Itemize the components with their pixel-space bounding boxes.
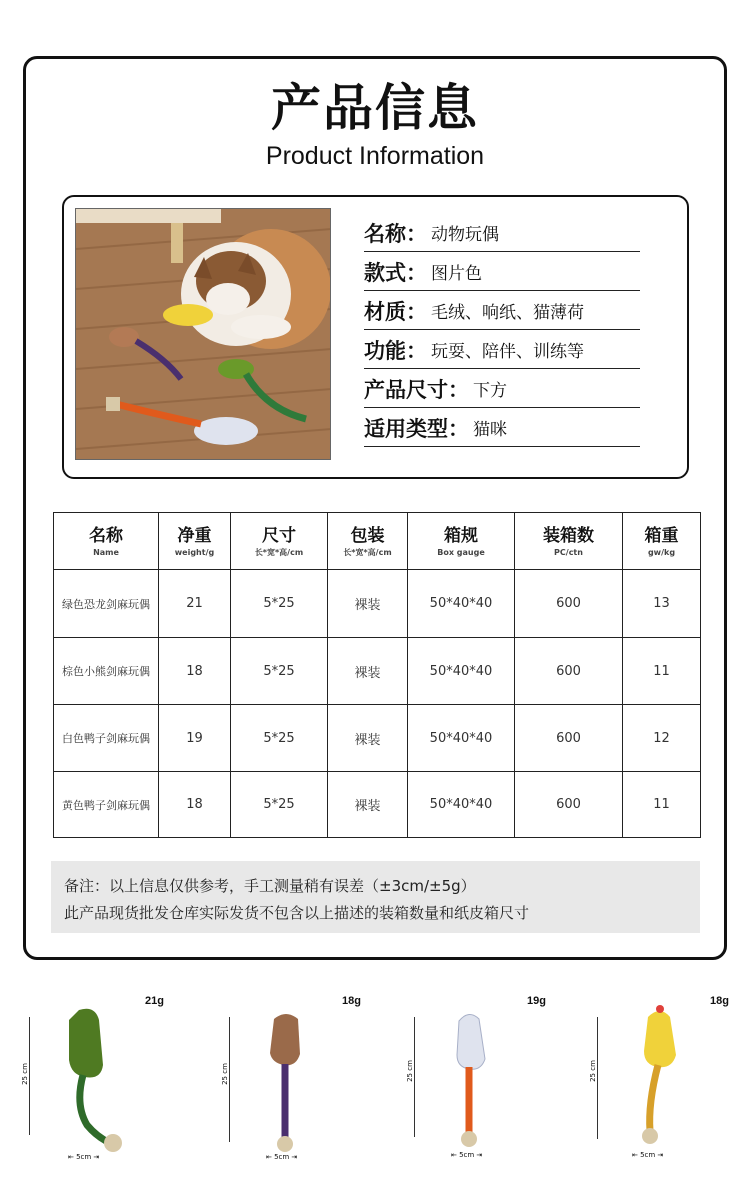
product-weight: 18g bbox=[342, 995, 361, 1007]
height-line bbox=[414, 1017, 415, 1137]
cell-package: 裸装 bbox=[328, 570, 408, 638]
table-header-row bbox=[54, 513, 701, 570]
info-key: 功能： bbox=[364, 338, 427, 363]
cell-package: 裸装 bbox=[328, 772, 408, 838]
cell-weight: 18 bbox=[159, 638, 231, 705]
info-row-material bbox=[364, 292, 640, 330]
product-weight: 19g bbox=[527, 995, 546, 1007]
header-package: 包装 长*宽*高/cm bbox=[328, 513, 408, 570]
info-value: 下方 bbox=[473, 381, 507, 401]
width-label: ⇤ 5cm ⇥ bbox=[632, 1151, 664, 1159]
note-line-2: 此产品现货批发仓库实际发货不包含以上描述的装箱数量和纸皮箱尺寸 bbox=[64, 904, 530, 922]
page-subtitle: Product Information bbox=[265, 142, 485, 170]
info-key: 产品尺寸： bbox=[364, 377, 469, 402]
cell-box-count: 600 bbox=[515, 772, 623, 838]
height-label: 25 cm bbox=[220, 1063, 229, 1085]
cell-box-weight: 13 bbox=[623, 570, 701, 638]
cell-box-gauge: 50*40*40 bbox=[408, 772, 515, 838]
height-label: 25 cm bbox=[20, 1063, 29, 1085]
bear-toy-icon bbox=[260, 1009, 360, 1164]
info-row-size bbox=[364, 370, 640, 408]
product-weight: 21g bbox=[145, 995, 164, 1007]
header-box-count: 装箱数 PC/ctn bbox=[515, 513, 623, 570]
page-title: 产品信息 bbox=[271, 79, 479, 137]
table-row bbox=[54, 570, 701, 638]
cell-package: 裸装 bbox=[328, 705, 408, 772]
cell-size: 5*25 bbox=[231, 570, 328, 638]
width-label: ⇤ 5cm ⇥ bbox=[451, 1151, 483, 1159]
dino-toy-icon bbox=[55, 1005, 175, 1155]
header-box-gauge: 箱规 Box gauge bbox=[408, 513, 515, 570]
cell-box-weight: 11 bbox=[623, 772, 701, 838]
cell-name: 绿色恐龙剑麻玩偶 bbox=[54, 570, 159, 638]
cell-box-gauge: 50*40*40 bbox=[408, 570, 515, 638]
info-key: 名称： bbox=[364, 221, 427, 246]
cell-size: 5*25 bbox=[231, 772, 328, 838]
info-row-style bbox=[364, 253, 640, 291]
yellow-duck-toy-icon bbox=[630, 1003, 730, 1158]
product-weight: 18g bbox=[710, 995, 729, 1007]
cell-box-gauge: 50*40*40 bbox=[408, 705, 515, 772]
cell-size: 5*25 bbox=[231, 638, 328, 705]
height-label: 25 cm bbox=[588, 1060, 597, 1082]
info-row-function bbox=[364, 331, 640, 369]
info-value: 毛绒、响纸、猫薄荷 bbox=[431, 303, 584, 323]
cell-box-weight: 12 bbox=[623, 705, 701, 772]
info-key: 材质： bbox=[364, 299, 427, 324]
table-row bbox=[54, 705, 701, 772]
cat-with-toys-illustration bbox=[76, 209, 331, 460]
header-name: 名称 Name bbox=[54, 513, 159, 570]
cell-weight: 18 bbox=[159, 772, 231, 838]
table-row bbox=[54, 638, 701, 705]
info-key: 款式： bbox=[364, 260, 427, 285]
cell-weight: 19 bbox=[159, 705, 231, 772]
info-value: 图片色 bbox=[431, 264, 482, 284]
cell-box-count: 600 bbox=[515, 705, 623, 772]
info-key: 适用类型： bbox=[364, 416, 469, 441]
height-label: 25 cm bbox=[405, 1060, 414, 1082]
cell-box-count: 600 bbox=[515, 638, 623, 705]
product-white-duck-diagram bbox=[395, 995, 565, 1170]
note-line-1: 备注：以上信息仅供参考，手工测量稍有误差（±3cm/±5g） bbox=[64, 877, 476, 895]
table-row bbox=[54, 772, 701, 838]
info-row-name bbox=[364, 214, 640, 252]
width-label: ⇤ 5cm ⇥ bbox=[68, 1153, 100, 1161]
cell-weight: 21 bbox=[159, 570, 231, 638]
height-line bbox=[229, 1017, 230, 1142]
height-line bbox=[29, 1017, 30, 1135]
product-dino-diagram bbox=[20, 995, 190, 1170]
cell-name: 棕色小熊剑麻玩偶 bbox=[54, 638, 159, 705]
header-size: 尺寸 长*宽*高/cm bbox=[231, 513, 328, 570]
cell-package: 裸装 bbox=[328, 638, 408, 705]
cell-name: 白色鸭子剑麻玩偶 bbox=[54, 705, 159, 772]
product-photo bbox=[75, 208, 331, 460]
header-box-weight: 箱重 gw/kg bbox=[623, 513, 701, 570]
info-value: 猫咪 bbox=[473, 420, 507, 440]
info-value: 玩耍、陪伴、训练等 bbox=[431, 342, 584, 362]
product-bear-diagram bbox=[210, 995, 380, 1170]
header-weight: 净重 weight/g bbox=[159, 513, 231, 570]
spec-table bbox=[53, 512, 701, 838]
width-label: ⇤ 5cm ⇥ bbox=[266, 1153, 298, 1161]
cell-box-weight: 11 bbox=[623, 638, 701, 705]
height-line bbox=[597, 1017, 598, 1139]
cell-size: 5*25 bbox=[231, 705, 328, 772]
cell-box-count: 600 bbox=[515, 570, 623, 638]
cell-box-gauge: 50*40*40 bbox=[408, 638, 515, 705]
product-yellow-duck-diagram bbox=[580, 995, 750, 1170]
cell-name: 黄色鸭子剑麻玩偶 bbox=[54, 772, 159, 838]
note-box bbox=[51, 861, 700, 933]
info-value: 动物玩偶 bbox=[431, 225, 499, 245]
white-duck-toy-icon bbox=[445, 1009, 545, 1164]
info-row-target bbox=[364, 409, 640, 447]
